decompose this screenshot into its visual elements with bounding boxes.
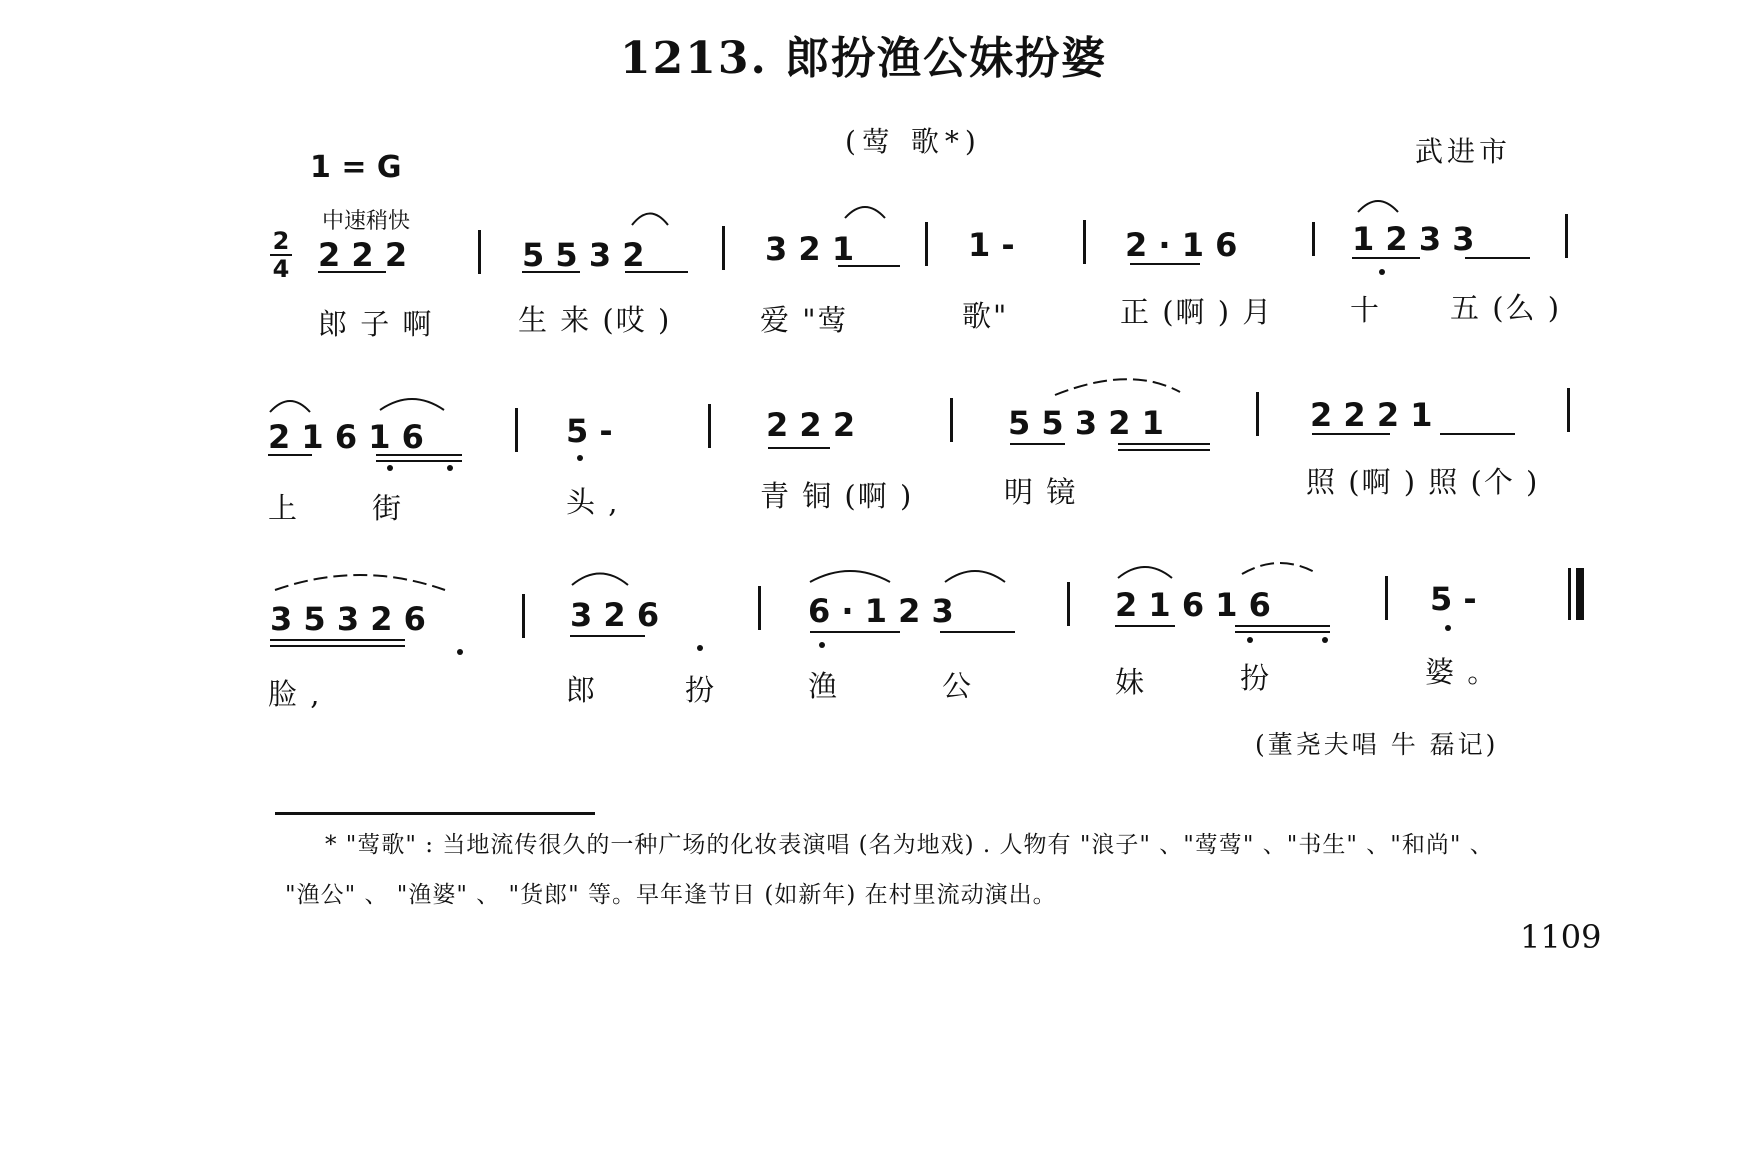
measure-14-notes: 6 · 1 2 3 xyxy=(808,592,954,630)
genre-label: (莺 歌*) xyxy=(845,125,982,158)
measure-6-notes: 1 2 3 3 xyxy=(1352,220,1475,258)
measure-11-notes: 2 2 2 1 xyxy=(1310,396,1433,434)
footnote-line-2: "渔公" 、 "渔婆" 、 "货郎" 等。早年逢节日 (如新年) 在村里流动演出。 xyxy=(285,882,1057,908)
lyric-line-3-c: 扮 xyxy=(685,673,717,707)
lyric-line-2-d: 青 铜 (啊 ) xyxy=(760,479,914,513)
lyric-line-3-b: 郎 xyxy=(566,673,598,707)
slur-mark xyxy=(632,214,668,226)
bar-line xyxy=(478,230,481,274)
key-signature: 1 = G xyxy=(310,150,402,185)
lyric-line-2-f: 照 (啊 ) 照 (个 ) xyxy=(1306,465,1540,499)
measure-15-notes: 2 1 6 1 6 xyxy=(1115,586,1271,624)
lyric-line-2-b: 街 xyxy=(372,491,404,525)
bar-line xyxy=(1567,388,1570,432)
bar-line xyxy=(515,408,518,452)
lyric-line-3-h: 婆 。 xyxy=(1425,655,1499,689)
octave-dot xyxy=(1322,637,1328,643)
lyric-line-3-a: 脸 , xyxy=(268,677,322,711)
measure-4-notes: 1 - xyxy=(968,226,1015,264)
bar-line xyxy=(1385,576,1388,620)
octave-dot xyxy=(819,642,825,648)
octave-dot xyxy=(697,645,703,651)
lyric-line-1-b: 生 来 (哎 ) xyxy=(518,303,672,337)
bar-line xyxy=(1256,392,1259,436)
slur-mark xyxy=(1118,567,1172,578)
lyric-line-2-c: 头 , xyxy=(566,485,620,519)
lyric-line-3-f: 妹 xyxy=(1115,665,1147,699)
page-number: 1109 xyxy=(1520,918,1602,956)
tempo-marking: 中速稍快 xyxy=(322,209,411,234)
lyric-line-3-g: 扮 xyxy=(1240,661,1272,695)
bar-line xyxy=(522,594,525,638)
bar-line xyxy=(758,586,761,630)
measure-10-notes: 5 5 3 2 1 xyxy=(1008,404,1164,442)
slur-mark xyxy=(270,401,310,412)
lyric-line-1-g: 五 (么 ) xyxy=(1450,291,1562,325)
bar-line xyxy=(950,398,953,442)
slur-mark xyxy=(945,571,1005,582)
measure-3-notes: 3 2 1 xyxy=(765,230,855,268)
measure-13-notes: 3 2 6 xyxy=(570,596,660,634)
performer-credit: (董尧夫唱 牛 磊记) xyxy=(1255,730,1499,759)
bar-line xyxy=(708,404,711,448)
lyric-line-3-e: 公 xyxy=(942,669,974,703)
bar-line xyxy=(722,226,725,270)
lyric-line-2-a: 上 xyxy=(268,491,300,525)
octave-dot xyxy=(447,465,453,471)
lyric-line-1-c: 爱 "莺 xyxy=(760,303,849,337)
octave-dot xyxy=(457,649,463,655)
slur-mark xyxy=(810,571,890,582)
final-bar-thin xyxy=(1568,568,1571,620)
measure-2-notes: 5 5 3 2 xyxy=(522,236,645,274)
lyric-line-3-d: 渔 xyxy=(808,669,840,703)
lyric-line-2-e: 明 镜 xyxy=(1004,475,1078,509)
measure-5-notes: 2 · 1 6 xyxy=(1125,226,1238,264)
slur-mark xyxy=(1358,201,1398,212)
slur-mark xyxy=(1055,379,1180,395)
bar-line xyxy=(1312,222,1315,256)
measure-16-notes: 5 - xyxy=(1430,580,1477,618)
song-title: 1213. 郎扮渔公妹扮婆 xyxy=(620,33,1108,84)
time-signature-bottom: 4 xyxy=(272,255,290,283)
measure-12-notes: 3 5 3 2 6 xyxy=(270,600,426,638)
slur-mark xyxy=(275,575,445,590)
slur-mark xyxy=(380,399,444,410)
bar-line xyxy=(1083,220,1086,264)
bar-line xyxy=(1067,582,1070,626)
lyric-line-1-f: 十 xyxy=(1350,293,1382,327)
lyric-line-1-e: 正 (啊 ) 月 xyxy=(1120,295,1274,329)
measure-9-notes: 2 2 2 xyxy=(766,406,856,444)
measure-1-notes: 2 2 2 xyxy=(318,236,408,274)
octave-dot xyxy=(1247,637,1253,643)
bar-line xyxy=(925,222,928,266)
measure-7-notes: 2 1 6 1 6 xyxy=(268,418,424,456)
footnote-rule xyxy=(275,812,595,815)
lyric-line-1-d: 歌" xyxy=(962,299,1009,333)
bar-line xyxy=(1565,214,1568,258)
origin-label: 武进市 xyxy=(1415,135,1512,168)
final-bar-thick xyxy=(1576,568,1584,620)
slur-mark xyxy=(1242,563,1318,574)
octave-dot xyxy=(1379,269,1385,275)
octave-dot xyxy=(387,465,393,471)
lyric-line-1-a: 郎 子 啊 xyxy=(318,307,434,341)
slur-mark xyxy=(845,207,885,218)
measure-8-notes: 5 - xyxy=(566,412,613,450)
footnote-line-1: * "莺歌" : 当地流传很久的一种广场的化妆表演唱 (名为地戏) . 人物有 "浪子" 、"莺莺" 、"书生" 、"和尚" 、 xyxy=(325,832,1494,858)
octave-dot xyxy=(1445,625,1451,631)
slur-mark xyxy=(572,574,628,586)
octave-dot xyxy=(577,455,583,461)
time-signature-top: 2 xyxy=(272,227,290,255)
